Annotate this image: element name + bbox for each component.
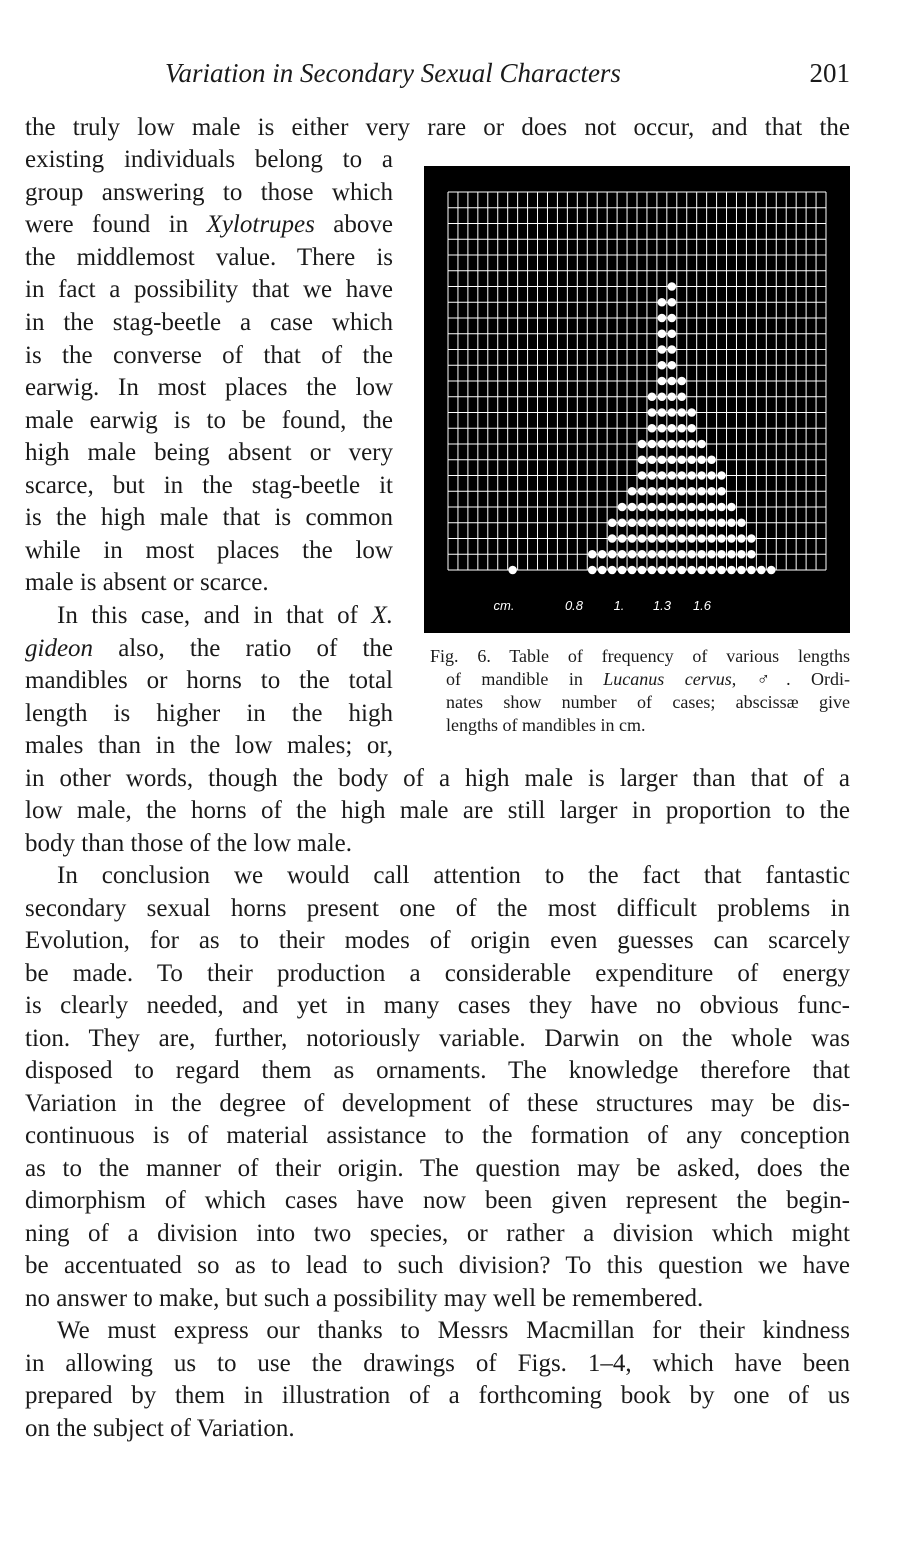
data-dot <box>687 440 696 449</box>
data-dot <box>658 408 667 417</box>
data-dot <box>668 314 677 323</box>
data-dot <box>648 518 657 527</box>
text-line: in the stag-beetle a case which <box>25 309 393 336</box>
data-dot <box>658 345 667 354</box>
data-dot <box>608 518 617 527</box>
text-line: be accentuated so as to lead to such division? To this question we have <box>25 1252 850 1279</box>
text-line: In conclusion we would call attention to the fact that fantastic <box>57 862 850 889</box>
data-dot <box>588 566 597 575</box>
italic-word: X. <box>371 602 393 629</box>
data-dot <box>727 550 736 559</box>
data-dot <box>668 392 677 401</box>
data-dot <box>668 282 677 291</box>
data-dot <box>588 550 597 559</box>
data-dot <box>677 377 686 386</box>
data-dot <box>668 518 677 527</box>
text-line: Evolution, for as to their modes of origin even guesses can scarcely <box>25 927 850 954</box>
text-line: as to the manner of their origin. The question may be asked, does the <box>25 1155 850 1182</box>
data-dot <box>628 503 637 512</box>
data-dot <box>608 566 617 575</box>
data-dot <box>648 424 657 433</box>
figure-caption <box>430 645 850 737</box>
text-line: in fact a possibility that we have <box>25 276 393 303</box>
data-dot <box>628 487 637 496</box>
text-line: secondary sexual horns present one of the most difficult problems in <box>25 895 850 922</box>
caption-line: of mandible in Lucanus cervus, ♂. Ordi- <box>446 669 850 689</box>
data-dot <box>658 314 667 323</box>
data-dot <box>697 455 706 464</box>
data-dot <box>687 550 696 559</box>
data-dot <box>717 566 726 575</box>
data-dot <box>668 298 677 307</box>
axis-tick-label: 1.3 <box>652 598 672 613</box>
text-line: high male being absent or very <box>25 439 393 466</box>
data-dot <box>648 392 657 401</box>
text-line: is the high male that is common <box>25 504 393 531</box>
data-dot <box>668 377 677 386</box>
data-dot <box>638 518 647 527</box>
data-dot <box>707 471 716 480</box>
data-dot <box>727 566 736 575</box>
text-line: length is higher in the high <box>25 700 393 727</box>
text-line: group answering to those which <box>25 179 393 206</box>
data-dot <box>697 503 706 512</box>
data-dot <box>668 455 677 464</box>
data-dot <box>747 566 756 575</box>
data-dot <box>628 566 637 575</box>
frequency-figure <box>424 166 850 633</box>
data-dot <box>658 550 667 559</box>
data-dot <box>717 487 726 496</box>
text-line: dimorphism of which cases have now been given represent the begin- <box>25 1187 850 1214</box>
data-dot <box>618 566 627 575</box>
italic-word: gideon <box>25 635 94 662</box>
data-dot <box>747 550 756 559</box>
data-dot <box>668 361 677 370</box>
data-dot <box>648 534 657 543</box>
text-line: male earwig is to be found, the <box>25 407 393 434</box>
text-line: We must express our thanks to Messrs Macmillan for their kindness <box>57 1317 850 1344</box>
text-line: continuous is of material assistance to the formation of any conception <box>25 1122 850 1149</box>
data-dot <box>677 408 686 417</box>
data-dot <box>757 566 766 575</box>
page-header <box>25 58 850 92</box>
data-dot <box>658 329 667 338</box>
frequency-chart <box>424 166 850 633</box>
axis-tick-label: 1. <box>613 598 625 613</box>
text-line: male is absent or scarce. <box>25 569 269 596</box>
data-dot <box>638 503 647 512</box>
data-dot <box>747 534 756 543</box>
page-number: 201 <box>809 58 850 88</box>
data-dot <box>737 534 746 543</box>
data-dot <box>668 487 677 496</box>
data-dot <box>668 534 677 543</box>
data-dot <box>697 566 706 575</box>
text-line: no answer to make, but such a possibility may well be remembered. <box>25 1285 704 1312</box>
data-dot <box>677 534 686 543</box>
data-dot <box>638 455 647 464</box>
data-dot <box>618 503 627 512</box>
data-dot <box>697 518 706 527</box>
data-dot <box>608 550 617 559</box>
text-line: on the subject of Variation. <box>25 1415 295 1442</box>
data-dot <box>668 471 677 480</box>
text-line: tion. They are, further, notoriously variable. Darwin on the whole was <box>25 1025 850 1052</box>
text-line: in allowing us to use the drawings of Figs. 1–4, which have been <box>25 1350 850 1377</box>
data-dot <box>727 518 736 527</box>
data-dot <box>687 455 696 464</box>
data-dot <box>717 534 726 543</box>
data-dot <box>668 408 677 417</box>
axis-tick-label: 0.8 <box>564 598 584 613</box>
text-line: scarce, but in the stag-beetle it <box>25 472 393 499</box>
text-line <box>25 209 393 241</box>
data-dot <box>658 455 667 464</box>
text-line: prepared by them in illustration of a forthcoming book by one of us <box>25 1382 850 1409</box>
data-dot <box>767 566 776 575</box>
text-line: is clearly needed, and yet in many cases they have no obvious func- <box>25 992 850 1019</box>
data-dot <box>687 408 696 417</box>
data-dot <box>618 518 627 527</box>
data-dot <box>717 518 726 527</box>
data-dot <box>707 455 716 464</box>
data-dot <box>648 550 657 559</box>
text-line: in other words, though the body of a high male is larger than that of a <box>25 765 850 792</box>
data-dot <box>668 550 677 559</box>
data-dot <box>628 534 637 543</box>
data-dot <box>668 424 677 433</box>
text-line: while in most places the low <box>25 537 393 564</box>
text-line: mandibles or horns to the total <box>25 667 393 694</box>
data-dot <box>677 550 686 559</box>
data-dot <box>737 518 746 527</box>
data-dot <box>707 534 716 543</box>
data-dot <box>638 550 647 559</box>
data-dot <box>687 487 696 496</box>
text-line: is the converse of that of the <box>25 342 393 369</box>
text-line: be made. To their production a considerable expenditure of energy <box>25 960 850 987</box>
data-dot <box>668 503 677 512</box>
text-line: low male, the horns of the high male are still larger in proportion to the <box>25 797 850 824</box>
text-line: ning of a division into two species, or rather a division which might <box>25 1220 850 1247</box>
data-dot <box>687 518 696 527</box>
data-dot <box>687 534 696 543</box>
data-dot <box>648 408 657 417</box>
data-dot <box>677 518 686 527</box>
caption-line: nates show number of cases; abscissæ give <box>446 692 850 712</box>
data-dot <box>668 345 677 354</box>
text-span: were found in Xylotrupes above <box>25 211 393 238</box>
data-dot <box>707 518 716 527</box>
data-dot <box>628 518 637 527</box>
data-dot <box>638 487 647 496</box>
data-dot <box>648 487 657 496</box>
data-dot <box>697 471 706 480</box>
text-line: disposed to regard them as ornaments. The knowledge therefore that <box>25 1057 850 1084</box>
data-dot <box>687 471 696 480</box>
data-dot <box>648 471 657 480</box>
italic-word: Xylotrupes <box>206 211 315 238</box>
data-dot <box>658 298 667 307</box>
data-dot <box>727 503 736 512</box>
data-dot <box>697 550 706 559</box>
text-line: the truly low male is either very rare or does not occur, and that the <box>25 114 850 141</box>
text-line: Variation in the degree of development of these structures may be dis- <box>25 1090 850 1117</box>
data-dot <box>658 566 667 575</box>
data-dot <box>677 471 686 480</box>
text-line: existing individuals belong to a <box>25 146 393 173</box>
data-dot <box>658 392 667 401</box>
data-dot <box>717 550 726 559</box>
data-dot <box>658 424 667 433</box>
data-dot <box>658 440 667 449</box>
data-dot <box>687 566 696 575</box>
data-dot <box>638 534 647 543</box>
running-title: Variation in Secondary Sexual Characters <box>165 58 621 88</box>
caption-line: Fig. 6. Table of frequency of various lengths <box>430 646 850 666</box>
data-dot <box>677 566 686 575</box>
data-dot <box>677 440 686 449</box>
data-dot <box>618 534 627 543</box>
data-dot <box>598 550 607 559</box>
text-line: In this case, and in that of X. <box>57 602 393 629</box>
data-dot <box>707 566 716 575</box>
data-dot <box>677 392 686 401</box>
data-dot <box>618 550 627 559</box>
data-dot <box>677 503 686 512</box>
data-dot <box>658 503 667 512</box>
data-dot <box>677 455 686 464</box>
text-line: body than those of the low male. <box>25 830 353 857</box>
caption-line: lengths of mandibles in cm. <box>446 715 646 735</box>
data-dot <box>648 455 657 464</box>
data-dot <box>697 440 706 449</box>
data-dot <box>668 440 677 449</box>
text-line: gideon also, the ratio of the <box>25 635 393 662</box>
data-dot <box>598 566 607 575</box>
data-dot <box>658 471 667 480</box>
data-dot <box>638 440 647 449</box>
data-dot <box>717 503 726 512</box>
data-dot <box>608 534 617 543</box>
data-dot <box>658 534 667 543</box>
text-line: males than in the low males; or, <box>25 732 393 759</box>
data-dot <box>638 471 647 480</box>
data-dot <box>677 424 686 433</box>
text-line: earwig. In most places the low <box>25 374 393 401</box>
data-dot <box>648 566 657 575</box>
data-dot <box>707 487 716 496</box>
data-dot <box>648 440 657 449</box>
data-dot <box>697 487 706 496</box>
data-dot <box>648 503 657 512</box>
data-dot <box>707 550 716 559</box>
data-dot <box>737 550 746 559</box>
data-dot <box>707 503 716 512</box>
axis-tick-label: 1.6 <box>692 598 712 613</box>
data-dot <box>638 566 647 575</box>
data-dot <box>658 518 667 527</box>
data-dot <box>658 487 667 496</box>
axis-tick-label: cm. <box>493 598 515 613</box>
data-dot <box>697 534 706 543</box>
data-dot <box>628 550 637 559</box>
data-dot <box>717 471 726 480</box>
data-dot <box>668 566 677 575</box>
text-line: the middlemost value. There is <box>25 244 393 271</box>
data-dot <box>737 566 746 575</box>
data-dot <box>687 503 696 512</box>
italic-species: Lucanus cervus <box>603 669 732 689</box>
data-dot <box>508 566 517 575</box>
data-dot <box>687 424 696 433</box>
data-dot <box>677 487 686 496</box>
data-dot <box>727 534 736 543</box>
data-dot <box>658 377 667 386</box>
data-dot <box>668 329 677 338</box>
data-dot <box>658 361 667 370</box>
